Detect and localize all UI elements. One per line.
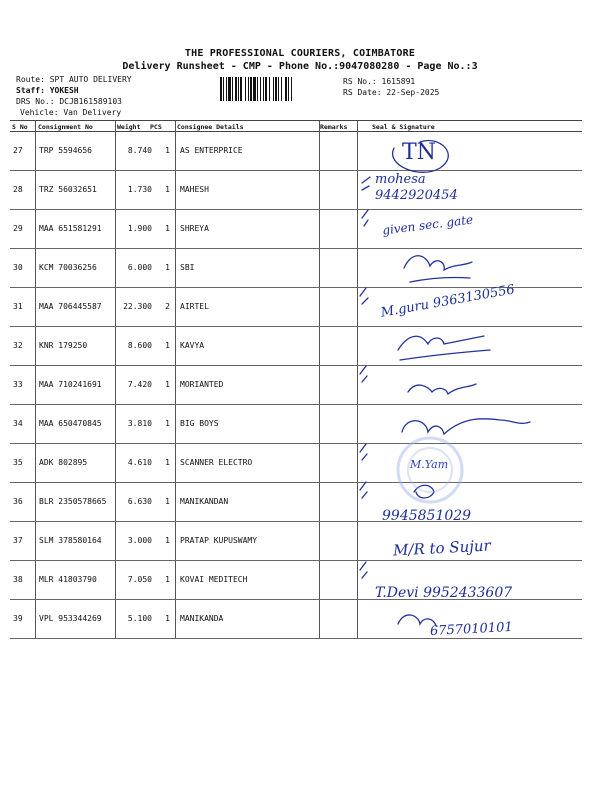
pieces-count: 1 [165, 224, 170, 233]
col-seal-header: Seal & Signature [372, 123, 435, 131]
pieces-count: 1 [165, 263, 170, 272]
weight-value: 7.420 [127, 380, 152, 389]
consignment-number: MLR 41803790 [39, 575, 97, 584]
serial-number: 27 [13, 146, 23, 155]
table-row [10, 327, 582, 366]
handwritten-signature: 6757010101 [429, 619, 514, 640]
col-weight-header: Weight [117, 123, 141, 131]
serial-number: 30 [13, 263, 23, 272]
pieces-count: 1 [165, 614, 170, 623]
pieces-count: 1 [165, 458, 170, 467]
table-row [10, 444, 582, 483]
pieces-count: 2 [165, 302, 170, 311]
vehicle-label: Vehicle: Van Delivery [20, 108, 122, 117]
consignment-number: ADK 802895 [39, 458, 88, 467]
consignment-number: KNR 179250 [39, 341, 88, 350]
weight-value: 22.300 [123, 302, 152, 311]
rs-number: RS No.: 1615891 [343, 77, 416, 86]
consignee-name: PRATAP KUPUSWAMY [180, 536, 258, 545]
consignee-name: SBI [180, 263, 195, 272]
handwritten-signature: given sec. gate [381, 212, 474, 238]
weight-value: 5.100 [127, 614, 152, 623]
table-row [10, 522, 582, 561]
table-row [10, 483, 582, 522]
weight-value: 3.000 [127, 536, 152, 545]
handwritten-signature: TN [402, 140, 436, 165]
consignment-number: SLM 378580164 [39, 536, 102, 545]
handwritten-signature: M.Yam [410, 458, 449, 471]
weight-value: 1.730 [127, 185, 152, 194]
weight-value: 7.050 [127, 575, 152, 584]
handwritten-signature: 9945851029 [382, 508, 472, 524]
serial-number: 28 [13, 185, 23, 194]
consignee-name: AIRTEL [180, 302, 209, 311]
handwritten-signature: M.guru 9363130556 [379, 282, 516, 321]
consignment-number: TRP 5594656 [39, 146, 92, 155]
rs-date: RS Date: 22-Sep-2025 [343, 88, 440, 97]
consignee-name: KAVYA [180, 341, 205, 350]
table-row [10, 210, 582, 249]
consignee-name: MAHESH [180, 185, 209, 194]
handwritten-signature: M/R to Sujur [392, 536, 492, 560]
consignment-number: MAA 706445587 [39, 302, 102, 311]
consignment-number: VPL 953344269 [39, 614, 102, 623]
consignee-name: BIG BOYS [180, 419, 219, 428]
consignment-number: MAA 651581291 [39, 224, 102, 233]
consignment-number: KCM 70036256 [39, 263, 97, 272]
serial-number: 35 [13, 458, 23, 467]
weight-value: 3.810 [127, 419, 152, 428]
pieces-count: 1 [165, 380, 170, 389]
barcode-icon [220, 77, 340, 101]
weight-value: 8.600 [127, 341, 152, 350]
col-consignee-header: Consignee Details [177, 123, 244, 131]
table-row [10, 132, 582, 171]
consignment-number: MAA 650470845 [39, 419, 102, 428]
weight-value: 8.740 [127, 146, 152, 155]
serial-number: 29 [13, 224, 23, 233]
pieces-count: 1 [165, 419, 170, 428]
consignment-number: MAA 710241691 [39, 380, 102, 389]
pieces-count: 1 [165, 575, 170, 584]
row-divider [10, 638, 582, 639]
col-sno-header: S No [12, 123, 28, 131]
serial-number: 36 [13, 497, 23, 506]
serial-number: 33 [13, 380, 23, 389]
consignee-name: AS ENTERPRICE [180, 146, 243, 155]
weight-value: 1.900 [127, 224, 152, 233]
table-row [10, 366, 582, 405]
company-name: THE PROFESSIONAL COURIERS, COIMBATORE [184, 48, 416, 59]
handwritten-signature: mohesa 9442920454 [375, 172, 458, 203]
runsheet-title: Delivery Runsheet - CMP - Phone No.:9047080280 - Page No.:3 [122, 61, 478, 72]
consignment-number: BLR 2350578665 [39, 497, 107, 506]
serial-number: 32 [13, 341, 23, 350]
col-pcs-header: PCS [150, 123, 162, 131]
pieces-count: 1 [165, 146, 170, 155]
weight-value: 6.630 [127, 497, 152, 506]
serial-number: 37 [13, 536, 23, 545]
drs-number: DRS No.: DCJB161589103 [16, 97, 122, 106]
pieces-count: 1 [165, 497, 170, 506]
staff-label: Staff: YOKESH [16, 86, 79, 95]
consignee-name: KOVAI MEDITECH [180, 575, 248, 584]
handwritten-signature: T.Devi 9952433607 [375, 585, 513, 601]
pieces-count: 1 [165, 536, 170, 545]
consignee-name: SCANNER ELECTRO [180, 458, 253, 467]
consignee-name: MANIKANDA [180, 614, 224, 623]
pieces-count: 1 [165, 185, 170, 194]
weight-value: 4.610 [127, 458, 152, 467]
serial-number: 39 [13, 614, 23, 623]
weight-value: 6.000 [127, 263, 152, 272]
consignment-number: TRZ 56032651 [39, 185, 97, 194]
col-consignment-header: Consignment No [38, 123, 93, 131]
consignee-name: MORIANTED [180, 380, 224, 389]
pieces-count: 1 [165, 341, 170, 350]
table-row [10, 405, 582, 444]
table-top-border [10, 120, 582, 121]
route-label: Route: SPT AUTO DELIVERY [16, 75, 132, 84]
serial-number: 34 [13, 419, 23, 428]
table-row [10, 171, 582, 210]
consignee-name: MANIKANDAN [180, 497, 229, 506]
table-row [10, 249, 582, 288]
serial-number: 38 [13, 575, 23, 584]
consignee-name: SHREYA [180, 224, 209, 233]
col-remarks-header: Remarks [320, 123, 348, 131]
serial-number: 31 [13, 302, 23, 311]
